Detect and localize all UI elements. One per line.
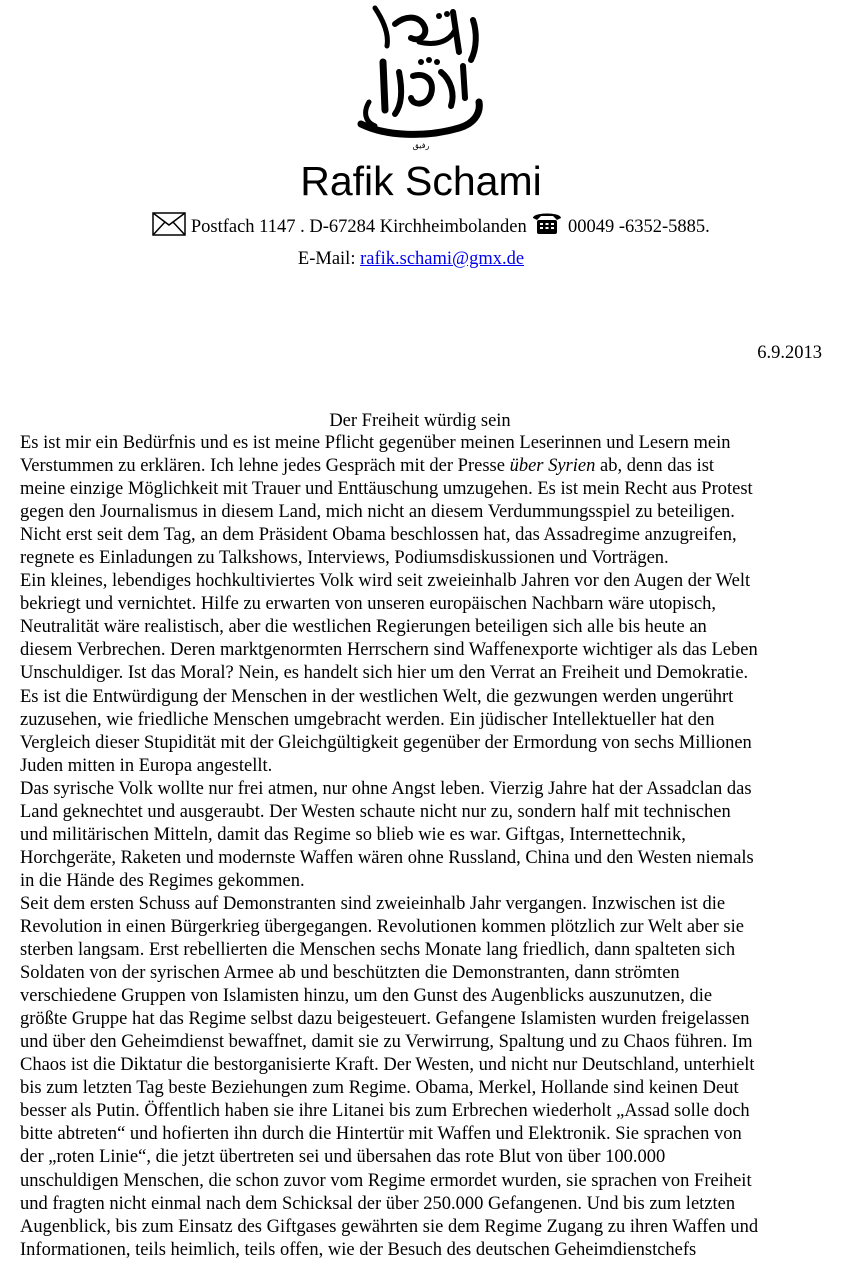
line-text: zuzusehen, wie friedliche Menschen umgebracht werden. Ein jüdischer Intellektueller hat den	[20, 709, 715, 730]
body-line	[20, 686, 850, 709]
line-text: Unschuldiger. Ist das Moral? Nein, es handelt sich hier um den Verrat an Freiheit und Demokratie.	[20, 663, 749, 684]
logo-small-text: رفيق	[412, 141, 430, 150]
body-paragraph	[20, 778, 850, 893]
body-line	[20, 478, 850, 501]
body-line	[20, 662, 850, 685]
phone-number: 00049 -6352-5885.	[567, 217, 710, 237]
body-line	[20, 501, 850, 524]
email-link[interactable]: rafik.schami@gmx.de	[360, 249, 525, 269]
line-text: der „roten Linie“, die jetzt übertreten sei und übersahen das rote Blut von über 100.000	[20, 1147, 666, 1168]
body-line	[20, 1146, 850, 1169]
body-line	[20, 455, 850, 478]
body-line	[20, 847, 850, 870]
line-text: Das syrische Volk wollte nur frei atmen, nur ohne Angst leben. Vierzig Jahre hat der Assadclan das	[20, 778, 752, 799]
body-line	[20, 593, 850, 616]
body-line	[20, 1054, 850, 1077]
line-text: Es ist die Entwürdigung der Menschen in der westlichen Welt, die gezwungen werden ungerührt	[20, 686, 734, 707]
body-line	[20, 432, 850, 455]
line-text: Augenblick, bis zum Einsatz des Giftgases gewährten sie dem Regime Zugang zu ihren Waffen und	[20, 1216, 759, 1237]
email-label: E-Mail:	[297, 249, 356, 269]
body-line	[20, 985, 850, 1008]
line-text: diesem Verbrechen. Deren marktgenormten Herrschern sind Waffenexporte wichtiger als das Leben	[20, 640, 758, 661]
line-text: in die Hände des Regimes gekommen.	[20, 870, 305, 891]
line-text: Informationen, teils heimlich, teils offen, wie der Besuch des deutschen Geheimdienstchefs	[20, 1239, 697, 1260]
body-line	[20, 732, 850, 755]
line-text: und militärischen Mitteln, damit das Regime so blieb wie es war. Giftgas, Internettechnik,	[20, 824, 686, 845]
body-line	[20, 962, 850, 985]
body-line	[20, 524, 850, 547]
body-line	[20, 1100, 850, 1123]
line-text: regnete es Einladungen zu Talkshows, Interviews, Podiumsdiskussionen und Vorträgen.	[20, 548, 669, 569]
line-text: bitte abtreten“ und hofierten ihn durch die Hintertür mit Waffen und Elektronik. Sie sprachen von	[20, 1124, 742, 1145]
body-line	[20, 1031, 850, 1054]
line-text: Juden mitten in Europa angestellt.	[20, 755, 273, 776]
line-text: bis zum letzten Tag beste Beziehungen zum Regime. Obama, Merkel, Hollande sind keinen Deut	[20, 1078, 739, 1099]
line-text: und fragten nicht einmal nach dem Schicksal der über 250.000 Gefangenen. Und bis zum letzten	[20, 1193, 736, 1214]
body-line	[20, 801, 850, 824]
line-text: meine einzige Möglichkeit mit Trauer und Enttäuschung umzugehen. Es ist mein Recht aus Protest	[20, 479, 753, 500]
body-line	[20, 1239, 850, 1262]
line-text: Revolution in einen Bürgerkrieg übergegangen. Revolutionen kommen plötzlich zur Welt aber sie	[20, 916, 744, 937]
line-text: unschuldigen Menschen, die schon zuvor vom Regime ermordet wurden, sie sprachen von Freiheit	[20, 1170, 752, 1191]
body-line	[20, 824, 850, 847]
body-line	[20, 616, 850, 639]
line-text: Chaos ist die Diktatur die bestorganisierte Kraft. Der Westen, und nicht nur Deutschland, unterhielt	[20, 1055, 755, 1076]
body-line	[20, 778, 850, 801]
line-text: Soldaten von der syrischen Armee ab und beschützten die Demonstranten, dann strömten	[20, 963, 680, 984]
postal-address: Postfach 1147 . D-67284 Kirchheimbolanden	[190, 217, 527, 237]
line-text: Neutralität wäre realistisch, aber die westlichen Regierungen beteiligen sich alle bis heute an	[20, 617, 707, 638]
body-line	[20, 1170, 850, 1193]
email-line	[0, 248, 822, 271]
line-text: gegen den Journalismus in diesem Land, mich nicht an diesem Verdummungsspiel zu beteiligen.	[20, 502, 735, 523]
telephone-icon	[531, 210, 563, 243]
body-line	[20, 893, 850, 916]
body-line	[20, 755, 850, 778]
line-text: Es ist mir ein Bedürfnis und es ist meine Pflicht gegenüber meinen Leserinnen und Lesern mein	[20, 433, 731, 453]
line-text: sterben langsam. Erst rebellierten die Menschen sechs Monate lang friedlich, dann spalteten sich	[20, 940, 736, 961]
line-text: Land geknechtet und ausgeraubt. Der Westen schaute nicht nur zu, sondern half mit technischen	[20, 801, 731, 822]
author-name: Rafik Schami	[300, 158, 542, 204]
line-text: größte Gruppe hat das Regime selbst dazu beigesteuert. Gefangene Islamisten wurden freigelassen	[20, 1009, 750, 1030]
envelope-icon	[152, 212, 186, 243]
body-line	[20, 1008, 850, 1031]
line-text: Verstummen zu erklären. Ich lehne jedes Gespräch mit der Presse	[20, 456, 510, 477]
calligraphy-logo	[355, 2, 489, 152]
body-line	[20, 916, 850, 939]
body-paragraph	[20, 432, 850, 570]
body-line	[20, 547, 850, 570]
body-line	[20, 1193, 850, 1216]
line-text: Ein kleines, lebendiges hochkultiviertes Volk wird seit zweieinhalb Jahren vor den Augen der Welt	[20, 571, 751, 592]
body-line	[20, 709, 850, 732]
body-line	[20, 639, 850, 662]
line-text: verschiedene Gruppen von Islamisten hinzu, um den Gunst des Augenblicks auszunutzen, die	[20, 986, 713, 1007]
line-text: bekriegt und vernichtet. Hilfe zu erwarten von unseren europäischen Nachbarn wäre utopisch,	[20, 594, 717, 615]
body-line	[20, 1077, 850, 1100]
letter-title: Der Freiheit würdig sein	[329, 411, 511, 431]
body-paragraph	[20, 570, 850, 777]
body-line	[20, 1216, 850, 1239]
line-text: Seit dem ersten Schuss auf Demonstranten sind zweieinhalb Jahr vergangen. Inzwischen ist die	[20, 893, 726, 914]
letter-body	[20, 432, 850, 1262]
contact-line	[0, 210, 862, 243]
body-line	[20, 1123, 850, 1146]
line-text: ab, denn das ist	[595, 456, 715, 477]
line-text: Horchgeräte, Raketen und modernste Waffen wären ohne Russland, China und den Westen niemals	[20, 847, 754, 868]
body-paragraph	[20, 893, 850, 1262]
line-text: Nicht erst seit dem Tag, an dem Präsident Obama beschlossen hat, das Assadregime anzugreifen,	[20, 525, 737, 546]
letter-date: 6.9.2013	[757, 343, 822, 363]
body-line	[20, 939, 850, 962]
body-line	[20, 870, 850, 893]
emphasis-text: über Syrien	[509, 456, 596, 477]
line-text: und über den Geheimdienst bewaffnet, damit sie zu Verwirrung, Spaltung und zu Chaos führen. Im	[20, 1032, 753, 1053]
body-line	[20, 570, 850, 593]
calligraphy-logo-graphic	[355, 2, 489, 152]
line-text: besser als Putin. Öffentlich haben sie ihre Litanei bis zum Erbrechen wiederholt „Assad solle doch	[20, 1101, 750, 1122]
line-text: Vergleich dieser Stupidität mit der Gleichgültigkeit gegenüber der Ermordung von sechs Millionen	[20, 732, 752, 753]
